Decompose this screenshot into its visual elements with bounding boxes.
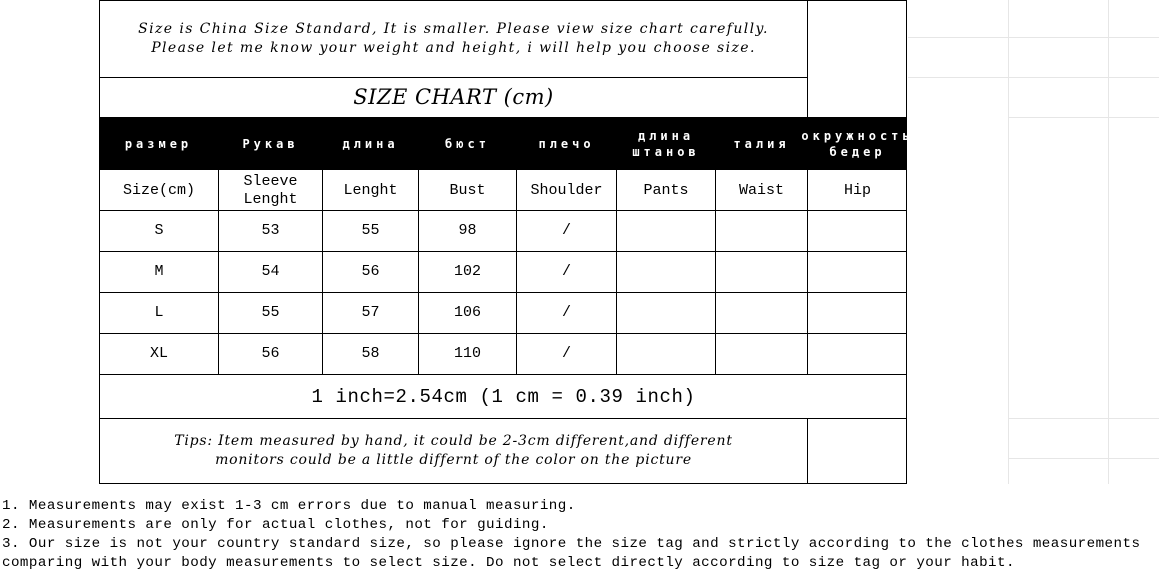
sheet-gridline [1008,117,1159,118]
table-cell-shoulder: / [561,222,571,239]
header-waist: Waist [738,181,784,199]
tips-line-1: Tips: Item measured by hand, it could be 2-3cm different,and different [174,433,733,449]
notice-line-1: Size is China Size Standard, It is smaller. Please view size chart carefully. [138,20,769,37]
header-size: Size(cm) [122,181,195,199]
tips-line-2: monitors could be a little differnt of the color on the picture [215,452,692,468]
header-length: Lenght [343,181,398,199]
sheet-gridline [908,77,1159,78]
table-cell-size: XL [149,345,168,362]
measurement-tips [100,419,807,483]
table-cell-shoulder: / [561,304,571,321]
ru-header-shoulder: плечо [538,136,595,151]
footnote-3: 3. Our size is not your country standard size, so please ignore the size tag and strictly according to the clothes measurements [2,536,1141,552]
table-cell-bust: 106 [453,304,481,321]
ru-header-sleeve: Рукав [242,136,299,151]
table-cell-length: 58 [361,345,380,362]
table-cell-bust: 102 [453,263,481,280]
table-cell-sleeve: 53 [261,222,280,239]
unit-conversion: 1 inch=2.54cm (1 cm = 0.39 inch) [311,385,696,408]
notice-line-2: Please let me know your weight and height, i will help you choose size. [151,39,756,56]
chart-title: SIZE CHART (cm) [353,85,554,109]
header-shoulder: Shoulder [530,181,603,199]
header-bust: Bust [449,181,486,199]
footnote-3-continued: comparing with your body measurements to select size. Do not select directly according to size tag or your habit. [2,555,1015,571]
sheet-gridline [1008,458,1159,459]
footnote-1: 1. Measurements may exist 1-3 cm errors due to manual measuring. [2,498,576,514]
table-cell-length: 56 [361,263,380,280]
ru-header-pants: длина штанов [632,128,700,159]
header-pants: Pants [643,181,689,199]
table-cell-sleeve: 56 [261,345,280,362]
footnote-2: 2. Measurements are only for actual clothes, not for guiding. [2,517,549,533]
table-cell-bust: 98 [458,222,477,239]
header-sleeve-length [219,171,322,210]
divider [807,0,808,117]
header-sleeve-length-text: Sleeve Lenght [243,172,298,208]
sheet-gridline [1008,418,1159,419]
ru-header-length: длина [342,136,399,151]
footnotes [2,497,1157,573]
header-hip: Hip [843,181,871,199]
sheet-gridline [908,37,1159,38]
size-notice [100,0,807,77]
ru-header-waist: талия [733,136,790,151]
table-cell-shoulder: / [561,263,571,280]
table-cell-size: L [154,304,164,321]
table-cell-length: 57 [361,304,380,321]
sheet-gridline [1008,0,1009,484]
table-cell-size: S [154,222,164,239]
table-cell-shoulder: / [561,345,571,362]
ru-header-hip: окружность бедер [801,128,914,159]
sheet-gridline [1108,0,1109,484]
table-cell-bust: 110 [453,345,481,362]
table-cell-length: 55 [361,222,380,239]
table-cell-sleeve: 54 [261,263,280,280]
divider [807,418,808,484]
ru-header-size: размер [124,136,193,151]
table-cell-sleeve: 55 [261,304,280,321]
ru-header-bust: бюст [445,136,490,151]
table-cell-size: M [154,263,164,280]
